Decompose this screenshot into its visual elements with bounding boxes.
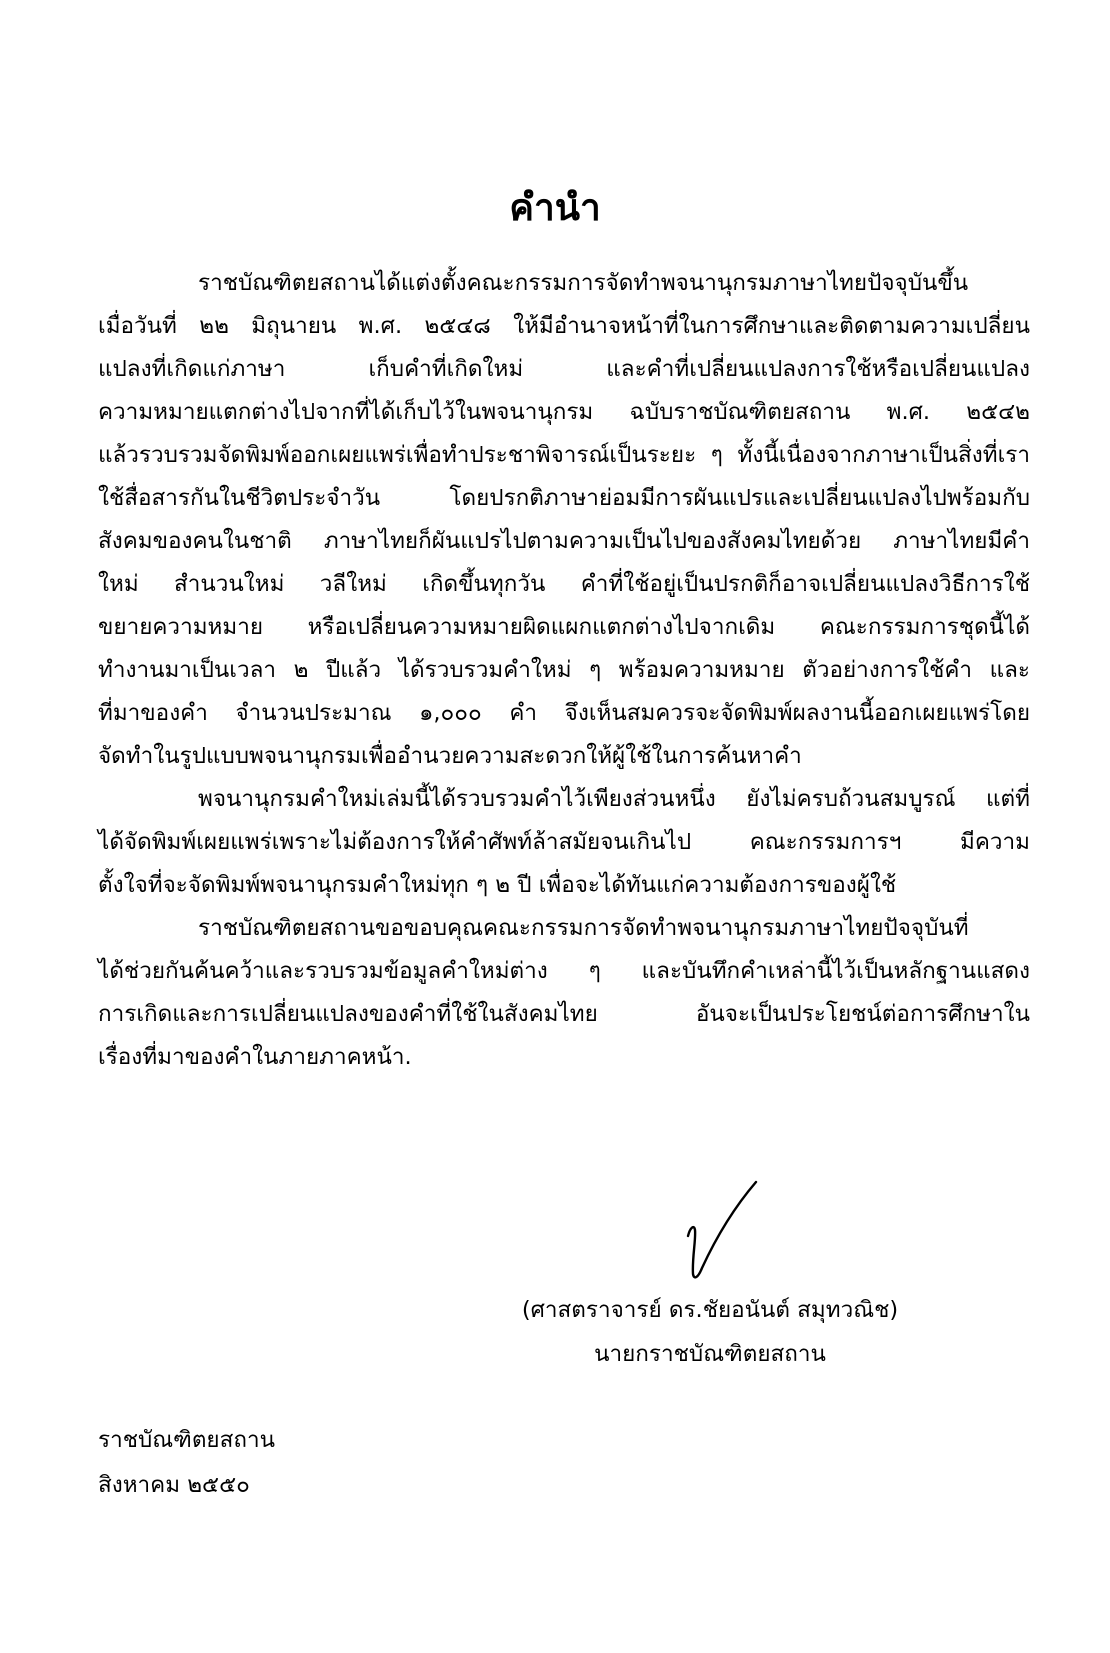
paragraph-line: เมื่อวันที่ ๒๒ มิถุนายน พ.ศ. ๒๕๔๘ ให้มีอำนาจหน้าที่ในการศึกษาและติดตามความเปลี่ยน — [98, 313, 1030, 339]
paragraph-line: สังคมของคนในชาติ ภาษาไทยก็ผันแปรไปตามความเป็นไปของสังคมไทยด้วย ภาษาไทยมีคำ — [98, 528, 1030, 554]
paragraph-line: ความหมายแตกต่างไปจากที่ได้เก็บไว้ในพจนานุกรม ฉบับราชบัณฑิตยสถาน พ.ศ. ๒๕๔๒ — [98, 399, 1030, 425]
footer-block — [98, 1418, 275, 1508]
signatory-position: นายกราชบัณฑิตยสถาน — [594, 1341, 826, 1367]
paragraph-line: เรื่องที่มาของคำในภายภาคหน้า. — [98, 1044, 412, 1070]
paragraph-line: ขยายความหมาย หรือเปลี่ยนความหมายผิดแผกแตกต่างไปจากเดิม คณะกรรมการชุดนี้ได้ — [98, 614, 1030, 640]
footer-date: สิงหาคม ๒๕๕๐ — [98, 1472, 250, 1498]
paragraph-1 — [98, 262, 1030, 778]
paragraph-line: ตั้งใจที่จะจัดพิมพ์พจนานุกรมคำใหม่ทุก ๆ ๒ ปี เพื่อจะได้ทันแก่ความต้องการของผู้ใช้ — [98, 872, 897, 898]
signature-mark — [680, 1178, 760, 1282]
paragraph-line: การเกิดและการเปลี่ยนแปลงของคำที่ใช้ในสังคมไทย อันจะเป็นประโยชน์ต่อการศึกษาใน — [98, 1001, 1030, 1027]
paragraph-line: ได้จัดพิมพ์เผยแพร่เพราะไม่ต้องการให้คำศัพท์ล้าสมัยจนเกินไป คณะกรรมการฯ มีความ — [98, 829, 1030, 855]
signatory-name: (ศาสตราจารย์ ดร.ชัยอนันต์ สมุทวณิช) — [521, 1297, 899, 1323]
paragraph-line: ใช้สื่อสารกันในชีวิตประจำวัน โดยปรกติภาษาย่อมมีการผันแปรและเปลี่ยนแปลงไปพร้อมกับ — [98, 485, 1030, 511]
footer-organization: ราชบัณฑิตยสถาน — [98, 1427, 275, 1453]
paragraph-3 — [98, 907, 1030, 1079]
paragraph-line: จัดทำในรูปแบบพจนานุกรมเพื่ออำนวยความสะดวกให้ผู้ใช้ในการค้นหาคำ — [98, 743, 802, 769]
paragraph-line: ราชบัณฑิตยสถานขอขอบคุณคณะกรรมการจัดทำพจนานุกรมภาษาไทยปัจจุบันที่ — [198, 915, 969, 941]
paragraph-line: แปลงที่เกิดแก่ภาษา เก็บคำที่เกิดใหม่ และคำที่เปลี่ยนแปลงการใช้หรือเปลี่ยนแปลง — [98, 356, 1030, 382]
paragraph-line: ทำงานมาเป็นเวลา ๒ ปีแล้ว ได้รวบรวมคำใหม่ ๆ พร้อมความหมาย ตัวอย่างการใช้คำ และ — [98, 657, 1030, 683]
paragraph-line: ใหม่ สำนวนใหม่ วลีใหม่ เกิดขึ้นทุกวัน คำที่ใช้อยู่เป็นปรกติก็อาจเปลี่ยนแปลงวิธีการใช้ — [98, 571, 1030, 597]
paragraph-line: ได้ช่วยกันค้นคว้าและรวบรวมข้อมูลคำใหม่ต่าง ๆ และบันทึกคำเหล่านี้ไว้เป็นหลักฐานแสดง — [98, 958, 1030, 984]
paragraph-line: ที่มาของคำ จำนวนประมาณ ๑,๐๐๐ คำ จึงเห็นสมควรจะจัดพิมพ์ผลงานนี้ออกเผยแพร่โดย — [98, 700, 1030, 726]
paragraph-line: แล้วรวบรวมจัดพิมพ์ออกเผยแพร่เพื่อทำประชาพิจารณ์เป็นระยะ ๆ ทั้งนี้เนื่องจากภาษาเป็นสิ่งที่เรา — [98, 442, 1030, 468]
signatory-block — [500, 1288, 920, 1376]
paragraph-line: พจนานุกรมคำใหม่เล่มนี้ได้รวบรวมคำไว้เพียงส่วนหนึ่ง ยังไม่ครบถ้วนสมบูรณ์ แต่ที่ — [198, 786, 1030, 812]
page-title: คำนำ — [509, 186, 601, 229]
paragraph-2 — [98, 778, 1030, 907]
body-text — [98, 262, 1030, 1079]
paragraph-line: ราชบัณฑิตยสถานได้แต่งตั้งคณะกรรมการจัดทำพจนานุกรมภาษาไทยปัจจุบันขึ้น — [198, 270, 969, 296]
